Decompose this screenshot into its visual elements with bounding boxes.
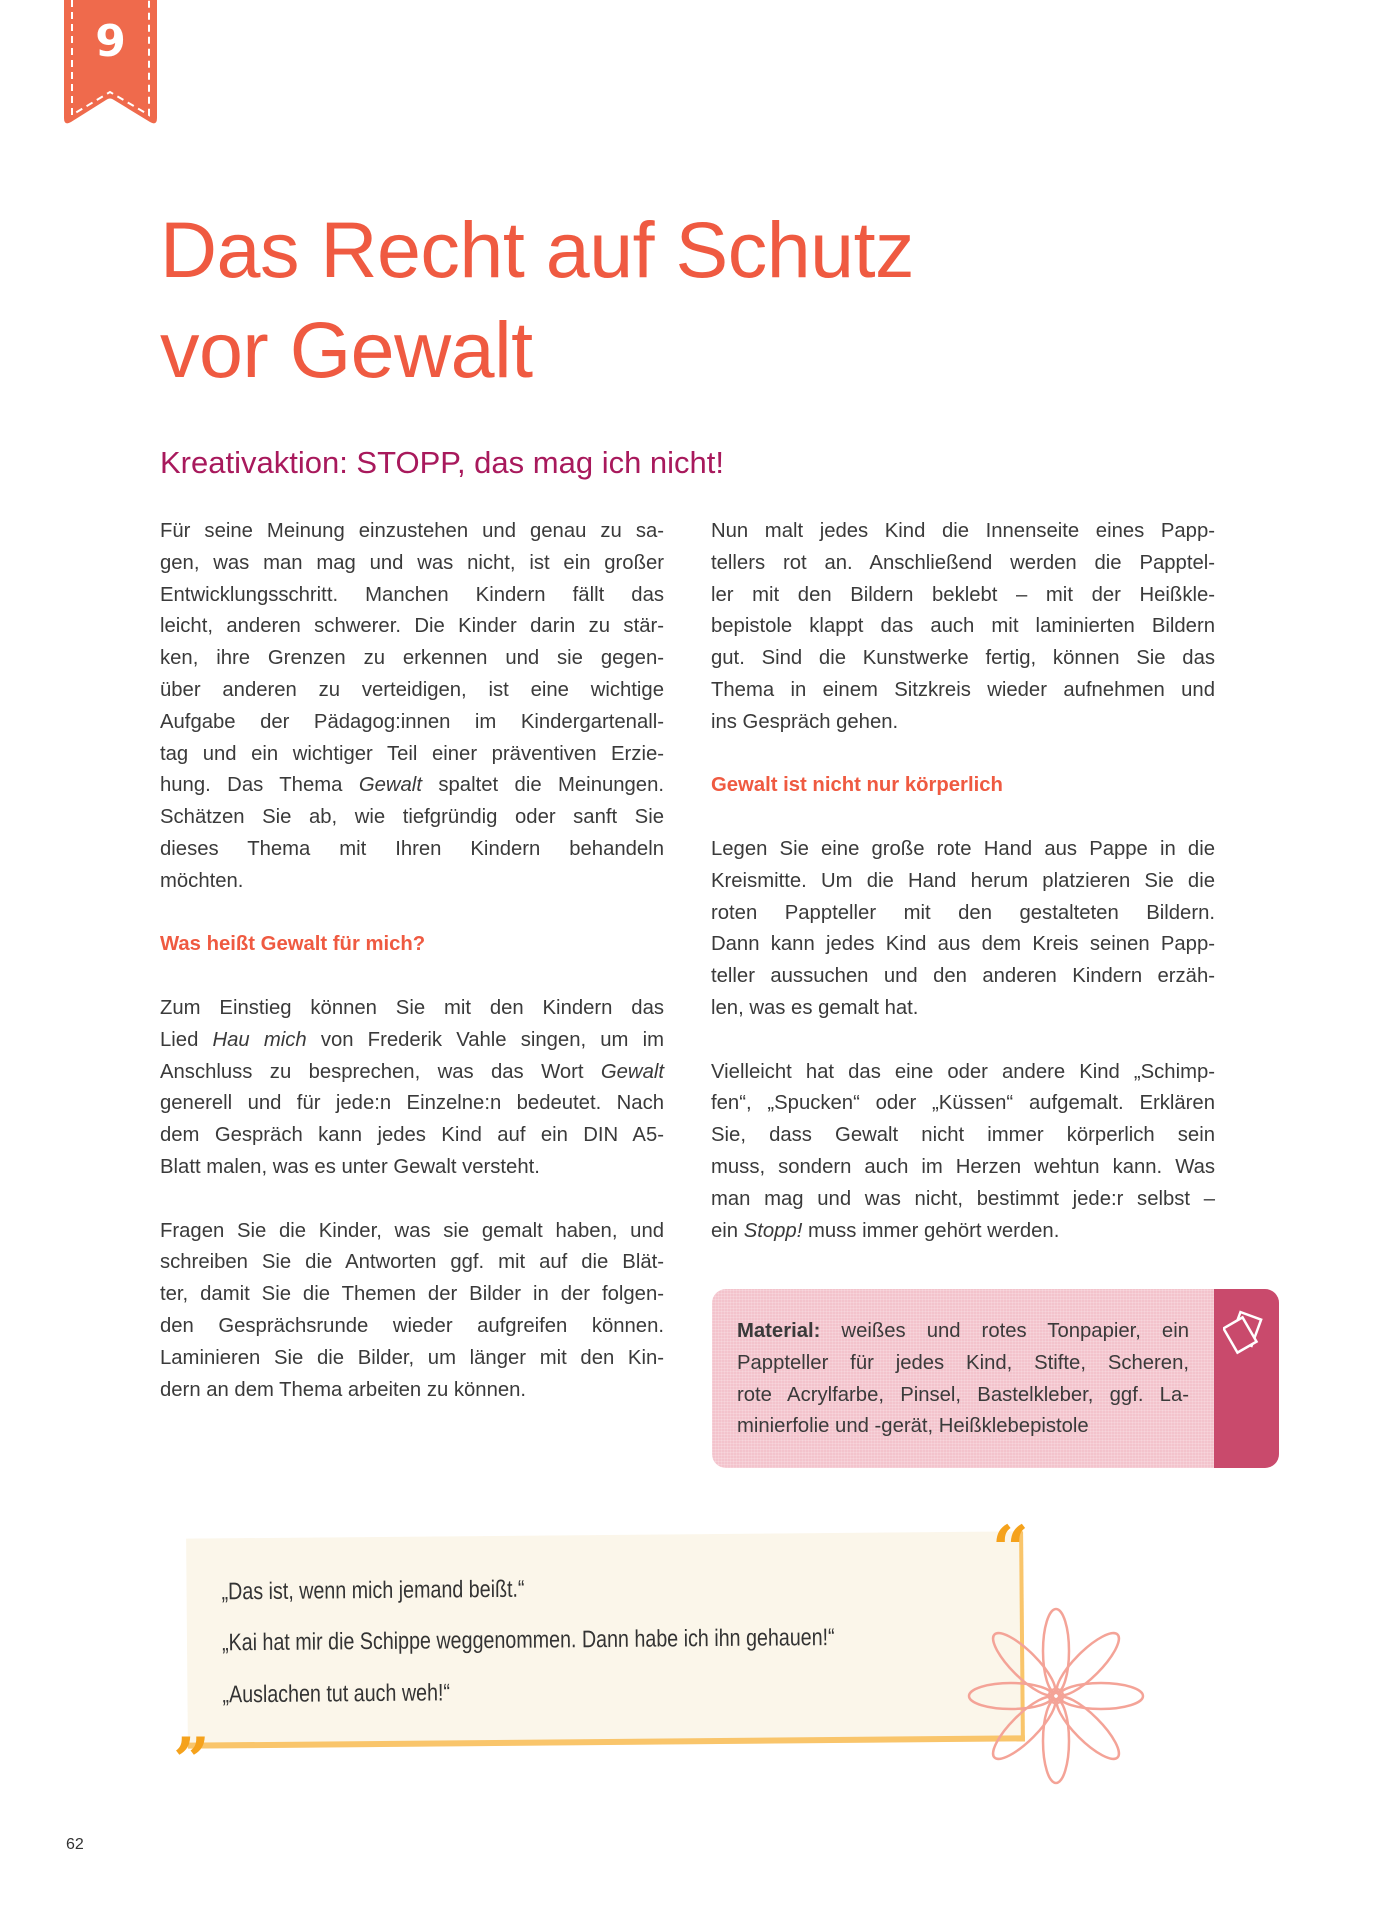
text-segment: von Frederik Vahle singen, um im xyxy=(306,1028,664,1051)
quote-line: „Auslachen tut auch weh!“ xyxy=(222,1679,451,1709)
text-segment: Lied xyxy=(160,1028,213,1051)
label-bold: Material: xyxy=(737,1320,821,1342)
text-line xyxy=(160,580,664,612)
text-segment: muss immer gehört werden. xyxy=(802,1219,1060,1242)
text-segment: Pappteller für jedes Kind, Stifte, Scheren, xyxy=(737,1351,1189,1374)
text-segment: hung. Das Thema xyxy=(160,774,359,797)
text-line xyxy=(160,834,664,866)
text-segment: len, was es gemalt hat. xyxy=(711,996,919,1019)
text-line xyxy=(160,1120,664,1152)
text-line xyxy=(711,548,1215,580)
text-line xyxy=(160,1247,664,1279)
text-segment: fen“, „Spucken“ oder „Küssen“ aufgemalt. Erklären xyxy=(711,1092,1215,1115)
text-line xyxy=(160,1152,664,1184)
text-line xyxy=(160,1343,664,1375)
text-segment: Kreismitte. Um die Hand herum platzieren Sie die xyxy=(711,869,1215,892)
material-box xyxy=(712,1289,1279,1468)
text-line xyxy=(160,1279,664,1311)
page-title xyxy=(160,200,914,400)
text-segment: über anderen zu verteidigen, ist eine wichtige xyxy=(160,678,664,701)
text-line xyxy=(160,516,664,548)
emphasis: Gewalt xyxy=(358,774,422,797)
text-line xyxy=(160,707,664,739)
text-segment: Anschluss zu besprechen, was das Wort xyxy=(160,1060,601,1083)
text-line xyxy=(160,993,664,1025)
text-segment: Aufgabe der Pädagog:innen im Kindergartenall- xyxy=(160,710,664,733)
text-segment: man mag und was nicht, bestimmt jede:r selbst – xyxy=(711,1187,1215,1210)
text-segment: Nun malt jedes Kind die Innenseite eines Papp- xyxy=(711,520,1215,542)
text-line xyxy=(160,548,664,580)
text-segment: Dann kann jedes Kind aus dem Kreis seinen Papp- xyxy=(711,933,1215,956)
text-line xyxy=(711,675,1215,707)
text-line xyxy=(711,1216,1215,1248)
paragraph xyxy=(160,516,664,898)
text-segment: Entwicklungsschritt. Manchen Kindern fällt das xyxy=(160,583,664,606)
text-segment: Fragen Sie die Kinder, was sie gemalt haben, und xyxy=(160,1219,664,1242)
text-line xyxy=(711,993,1215,1025)
flower-icon xyxy=(966,1606,1146,1786)
section-heading: Was heißt Gewalt für mich? xyxy=(160,933,426,956)
text-segment: teller aussuchen und den anderen Kindern erzäh- xyxy=(711,965,1215,988)
text-segment: roten Pappteller mit den gestalteten Bildern. xyxy=(711,901,1215,924)
paragraph xyxy=(160,1216,664,1407)
text-line xyxy=(160,802,664,834)
text-segment: gut. Sind die Kunstwerke fertig, können Sie das xyxy=(711,647,1215,670)
section-subtitle: Kreativaktion: STOPP, das mag ich nicht! xyxy=(160,445,725,480)
text-segment: minierfolie und -gerät, Heißklebepistole xyxy=(737,1415,1089,1438)
text-line xyxy=(160,739,664,771)
text-line xyxy=(160,1025,664,1057)
text-segment: Legen Sie eine große rote Hand aus Pappe in die xyxy=(711,837,1215,860)
text-segment: ken, ihre Grenzen zu erkennen und sie gegen- xyxy=(160,647,664,670)
text-segment: spaltet die Meinungen. xyxy=(421,774,665,797)
text-line xyxy=(711,643,1215,675)
text-line xyxy=(711,707,1215,739)
text-line xyxy=(160,1088,664,1120)
text-line xyxy=(160,1216,664,1248)
text-segment: generell und für jede:n Einzelne:n bedeutet. Nach xyxy=(160,1092,664,1115)
text-segment: den Gesprächsrunde wieder aufgreifen können. xyxy=(160,1314,664,1337)
emphasis: Hau mich xyxy=(212,1028,307,1051)
right-column xyxy=(711,516,1215,1279)
text-segment: leicht, anderen schwerer. Die Kinder darin zu stär- xyxy=(160,615,664,638)
text-line xyxy=(160,770,664,802)
text-line xyxy=(711,961,1215,993)
text-line xyxy=(160,675,664,707)
text-line xyxy=(737,1411,1189,1443)
left-column xyxy=(160,516,664,1438)
paragraph xyxy=(711,834,1215,1025)
text-segment: Schätzen Sie ab, wie tiefgründig oder sanft Sie xyxy=(160,806,664,829)
text-line xyxy=(160,1057,664,1089)
text-segment: ins Gespräch gehen. xyxy=(711,710,899,733)
text-line xyxy=(711,1057,1215,1089)
text-segment: möchten. xyxy=(160,869,244,892)
text-segment: dern an dem Thema arbeiten zu können. xyxy=(160,1378,527,1401)
text-line xyxy=(160,866,664,898)
text-segment: Für seine Meinung einzustehen und genau zu sa- xyxy=(160,520,664,542)
text-segment: Zum Einstieg können Sie mit den Kindern das xyxy=(160,996,664,1019)
quote-line: „Kai hat mir die Schippe weggenommen. Dann habe ich ihn gehauen!“ xyxy=(221,1624,835,1657)
text-line xyxy=(711,1184,1215,1216)
text-line xyxy=(737,1316,1189,1348)
text-segment: Blatt malen, was es unter Gewalt versteht. xyxy=(160,1155,540,1178)
chapter-number: 9 xyxy=(95,16,126,67)
text-line xyxy=(711,516,1215,548)
text-segment: schreiben Sie die Antworten ggf. mit auf die Blät- xyxy=(160,1251,664,1274)
text-segment: ein xyxy=(711,1219,744,1242)
text-line xyxy=(711,866,1215,898)
text-line xyxy=(711,834,1215,866)
emphasis: Gewalt xyxy=(600,1060,664,1083)
close-quote-icon: ” xyxy=(173,1724,210,1799)
quote-line: „Das ist, wenn mich jemand beißt.“ xyxy=(221,1575,525,1606)
section-heading: Gewalt ist nicht nur körperlich xyxy=(711,774,1003,797)
text-line xyxy=(160,1375,664,1407)
text-segment: muss, sondern auch im Herzen wehtun kann. Was xyxy=(711,1155,1215,1178)
text-segment: Vielleicht hat das eine oder andere Kind „Schimp- xyxy=(711,1060,1215,1083)
text-line xyxy=(711,580,1215,612)
text-segment: bepistole klappt das auch mit laminierten Bildern xyxy=(711,615,1215,638)
text-segment: weißes und rotes Tonpapier, ein xyxy=(820,1320,1189,1342)
text-line xyxy=(160,643,664,675)
text-line xyxy=(711,898,1215,930)
text-line xyxy=(737,1380,1189,1412)
text-line xyxy=(737,1348,1189,1380)
text-segment: ter, damit Sie die Themen der Bilder in der folgen- xyxy=(160,1283,664,1306)
title-line: vor Gewalt xyxy=(160,305,533,394)
paragraph xyxy=(160,993,664,1184)
text-segment: tellers rot an. Anschließend werden die Papptel- xyxy=(711,551,1215,574)
text-line xyxy=(711,1088,1215,1120)
text-line xyxy=(160,611,664,643)
text-segment: Thema in einem Sitzkreis wieder aufnehmen und xyxy=(711,678,1215,701)
text-segment: rote Acrylfarbe, Pinsel, Bastelkleber, ggf. La- xyxy=(737,1383,1189,1406)
paragraph xyxy=(711,516,1215,739)
emphasis: Stopp! xyxy=(743,1219,803,1242)
text-line xyxy=(711,1152,1215,1184)
text-line xyxy=(711,611,1215,643)
text-segment: dem Gespräch kann jedes Kind auf ein DIN A5- xyxy=(160,1124,664,1147)
text-segment: gen, was man mag und was nicht, ist ein großer xyxy=(160,551,664,574)
open-quote-icon: “ xyxy=(992,1512,1029,1587)
text-line xyxy=(160,1311,664,1343)
paper-sheets-icon xyxy=(1223,1309,1269,1355)
title-line: Das Recht auf Schutz xyxy=(160,205,915,294)
text-line xyxy=(711,1120,1215,1152)
text-segment: dieses Thema mit Ihren Kindern behandeln xyxy=(160,837,664,860)
quote-box xyxy=(186,1531,1025,1748)
text-line xyxy=(711,929,1215,961)
text-segment: tag und ein wichtiger Teil einer präventiven Erzie- xyxy=(160,742,664,765)
text-segment: Laminieren Sie die Bilder, um länger mit den Kin- xyxy=(160,1346,664,1369)
text-segment: Sie, dass Gewalt nicht immer körperlich sein xyxy=(711,1124,1215,1147)
paragraph xyxy=(711,1057,1215,1248)
text-segment: ler mit den Bildern beklebt – mit der Heißkle- xyxy=(711,583,1215,606)
page-number: 62 xyxy=(66,1836,84,1853)
material-text xyxy=(737,1316,1189,1443)
